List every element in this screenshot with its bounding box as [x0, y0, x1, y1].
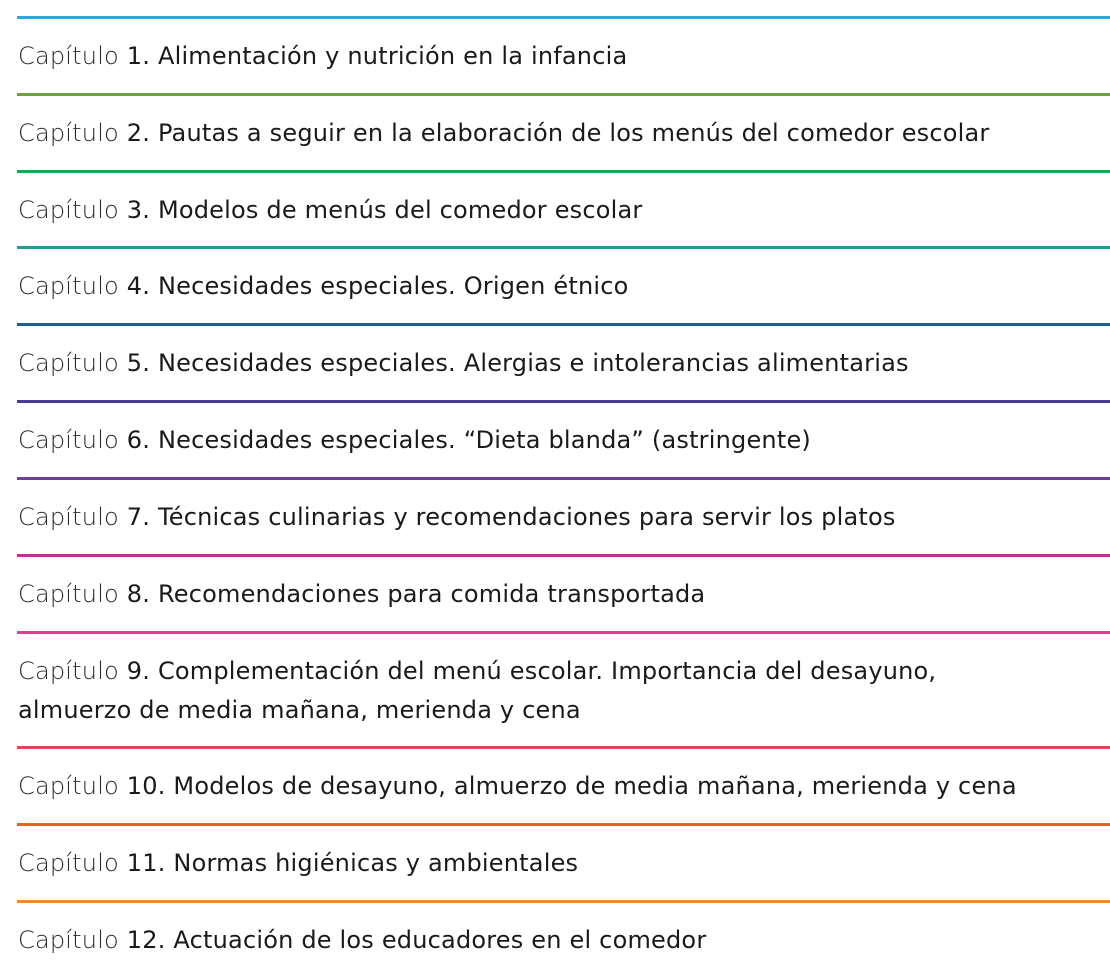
chapter-entry[interactable]	[18, 767, 1098, 806]
divider-rule	[17, 170, 1110, 173]
chapter-number: 2.	[126, 119, 151, 147]
divider-rule	[17, 554, 1110, 557]
divider-rule	[17, 93, 1110, 96]
chapter-entry[interactable]	[18, 921, 1098, 960]
chapter-number: 8.	[126, 580, 151, 608]
chapter-entry[interactable]	[18, 498, 1098, 537]
chapter-prefix: Capítulo	[18, 503, 119, 531]
chapter-number: 11.	[126, 849, 166, 877]
chapter-entry[interactable]	[18, 575, 1098, 614]
chapter-title: Alimentación y nutrición en la infancia	[157, 42, 628, 70]
chapter-title: Normas higiénicas y ambientales	[173, 849, 579, 877]
divider-rule	[17, 16, 1110, 19]
chapter-prefix: Capítulo	[18, 772, 119, 800]
chapter-title-continuation: almuerzo de media mañana, merienda y cena	[18, 696, 581, 724]
chapter-entry[interactable]	[18, 421, 1098, 460]
chapter-entry[interactable]	[18, 344, 1098, 383]
chapter-title: Pautas a seguir en la elaboración de los menús del comedor escolar	[157, 119, 990, 147]
chapter-entry[interactable]	[18, 191, 1098, 230]
divider-rule	[17, 246, 1110, 249]
chapter-prefix: Capítulo	[18, 657, 119, 685]
divider-rule	[17, 323, 1110, 326]
divider-rule	[17, 477, 1110, 480]
chapter-title: Modelos de desayuno, almuerzo de media mañana, merienda y cena	[173, 772, 1017, 800]
chapter-number: 5.	[126, 349, 151, 377]
chapter-prefix: Capítulo	[18, 119, 119, 147]
chapter-prefix: Capítulo	[18, 580, 119, 608]
divider-rule	[17, 400, 1110, 403]
chapter-prefix: Capítulo	[18, 926, 119, 954]
chapter-title: Complementación del menú escolar. Importancia del desayuno,	[157, 657, 937, 685]
divider-rule	[17, 900, 1110, 903]
chapter-title: Necesidades especiales. “Dieta blanda” (astringente)	[157, 426, 811, 454]
divider-rule	[17, 746, 1110, 749]
chapter-title: Necesidades especiales. Origen étnico	[157, 272, 629, 300]
chapter-prefix: Capítulo	[18, 42, 119, 70]
chapter-entry[interactable]	[18, 267, 1098, 306]
chapter-entry[interactable]	[18, 652, 1098, 730]
chapter-number: 6.	[126, 426, 151, 454]
chapter-title: Necesidades especiales. Alergias e intolerancias alimentarias	[157, 349, 909, 377]
chapter-number: 10.	[126, 772, 166, 800]
chapter-number: 4.	[126, 272, 151, 300]
divider-rule	[17, 823, 1110, 826]
chapter-entry[interactable]	[18, 844, 1098, 883]
chapter-number: 9.	[126, 657, 151, 685]
chapter-prefix: Capítulo	[18, 426, 119, 454]
chapter-number: 12.	[126, 926, 166, 954]
chapter-prefix: Capítulo	[18, 272, 119, 300]
chapter-prefix: Capítulo	[18, 349, 119, 377]
chapter-number: 1.	[126, 42, 151, 70]
chapter-number: 3.	[126, 196, 151, 224]
chapter-title: Recomendaciones para comida transportada	[157, 580, 706, 608]
chapter-number: 7.	[126, 503, 151, 531]
chapter-title: Modelos de menús del comedor escolar	[157, 196, 643, 224]
chapter-title: Actuación de los educadores en el comedor	[173, 926, 707, 954]
chapter-prefix: Capítulo	[18, 849, 119, 877]
chapter-entry[interactable]	[18, 37, 1098, 76]
chapter-title: Técnicas culinarias y recomendaciones para servir los platos	[157, 503, 896, 531]
divider-rule	[17, 631, 1110, 634]
chapter-entry[interactable]	[18, 114, 1098, 153]
chapter-prefix: Capítulo	[18, 196, 119, 224]
